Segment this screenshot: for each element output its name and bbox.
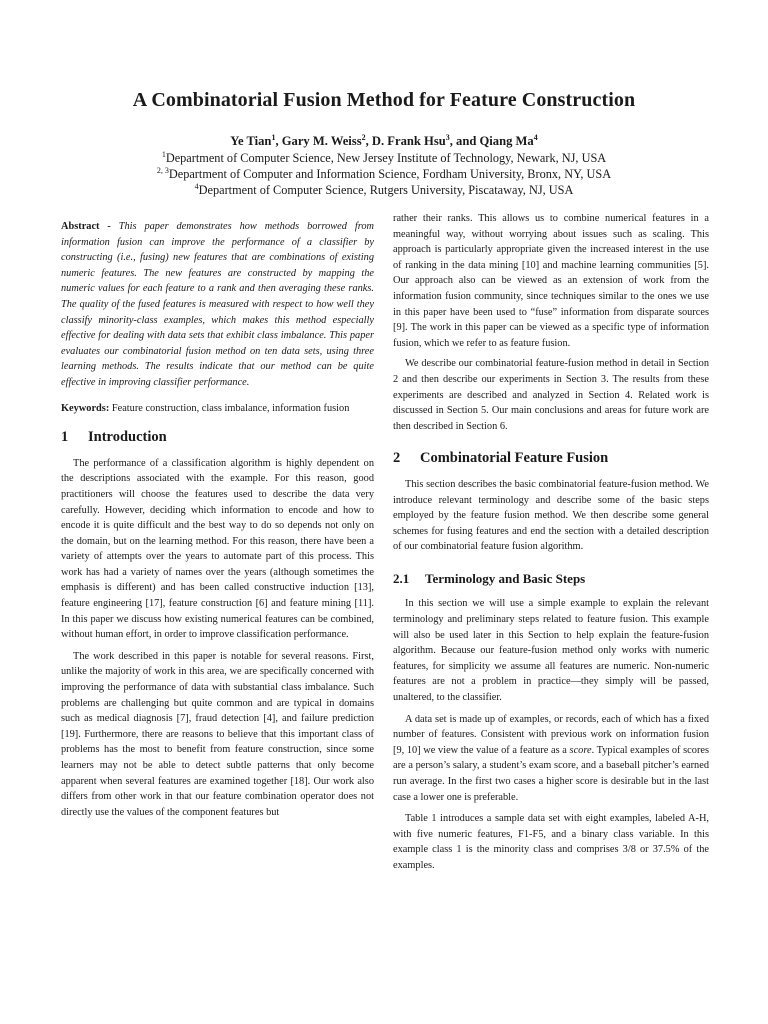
affiliation-line bbox=[0, 151, 768, 166]
author-list bbox=[0, 134, 768, 149]
section-title: Combinatorial Feature Fusion bbox=[420, 450, 609, 467]
body-paragraph: In this section we will use a simple example to explain the relevant terminology and preliminary steps related to feature fusion. This example will also be used later in this Section to help explain the feature-fusion algorithm. Because our feature-fusion method only works with numeric features, for simplicity we assume all features are numeric. Non-numeric features are not a problem in practice—they simply will be passed, unaltered, to the classifier. bbox=[393, 598, 709, 704]
affiliation-mark: 2, 3 bbox=[156, 165, 169, 175]
affiliation-line bbox=[0, 167, 768, 182]
author-affiliation-mark: 4 bbox=[533, 132, 538, 142]
affiliation-mark: 1 bbox=[161, 149, 166, 159]
author-name: , Gary M. Weiss bbox=[275, 134, 362, 148]
paper-title: A Combinatorial Fusion Method for Feature Construction bbox=[132, 89, 636, 111]
author-affiliation-mark: 1 bbox=[271, 132, 276, 142]
keywords-label: Keywords: bbox=[61, 402, 110, 414]
author-affiliation-mark: 3 bbox=[445, 132, 450, 142]
text-run: A data set is made up of examples, or records, each of which has a fixed number of features. Consistent with previous work on information fusion [9, 10] we view the value of a feature as a bbox=[393, 713, 709, 756]
affiliation-text: Department of Computer and Information Science, Fordham University, Bronx, NY, USA bbox=[168, 167, 612, 181]
author-name: , and Qiang Ma bbox=[449, 134, 534, 148]
author-affiliation-mark: 2 bbox=[361, 132, 366, 142]
body-paragraph: The work described in this paper is notable for several reasons. First, unlike the majority of work in this area, we are specifically concerned with improving the performance of data with substantial class imbalance. Such problems are challenging but quite common and are typical in domains such as medical diagnosis [7], fraud detection [4], and failure prediction [19]. Furthermore, there are reasons to believe that this important class of problems has the most to benefit from feature construction, since some learners may not be able to detect subtle patterns that only become apparent when several features are examined together [18]. Our work also differs from other work in that our feature combination operator does not directly use the values of the component features but bbox=[61, 650, 374, 818]
affiliation-text: Department of Computer Science, Rutgers University, Piscataway, NJ, USA bbox=[198, 183, 574, 197]
body-paragraph-continued: rather their ranks. This allows us to combine numerical features in a meaningful way, without worrying about issues such as scaling. This approach is particularly appropriate given the increased interest in the use of ranking in the data mining [10] and machine learning communities [5]. Our approach also can be viewed as an extension of work from the information fusion community, since techniques similar to the ones we use in this paper have been used to “fuse” information from disparate sources [9]. The work in this paper can be viewed as a specific type of information fusion, which we refer to as feature fusion. bbox=[393, 213, 709, 349]
text-run: . Typical examples of scores are a person’s salary, a student’s exam score, and a baseball pitcher’s earned run average. In the first two cases a higher score is desirable but in the last case a lower one is preferable. bbox=[393, 744, 710, 803]
affiliation-mark: 4 bbox=[194, 181, 199, 191]
abstract-label: Abstract - bbox=[61, 221, 111, 232]
keywords bbox=[61, 401, 374, 417]
section-number: 1 bbox=[61, 429, 69, 446]
section-title: Introduction bbox=[88, 429, 167, 446]
abstract bbox=[61, 219, 374, 391]
author-name: , D. Frank Hsu bbox=[365, 134, 446, 148]
keywords-text: Feature construction, class imbalance, information fusion bbox=[109, 402, 350, 414]
section-heading bbox=[393, 451, 709, 467]
author-name: Ye Tian bbox=[230, 134, 272, 148]
body-paragraph: This section describes the basic combinatorial feature-fusion method. We introduce relevant terminology and describe some of the basic steps employed by the feature fusion method. We then describe some general schemes for fusing features and end the section with a detailed description of our combinatorial feature fusion algorithm. bbox=[393, 478, 709, 553]
body-paragraph: The performance of a classification algorithm is highly dependent on the descriptions associated with the example. For this reason, good practitioners will choose the features used to describe the data very carefully. However, deciding which information to encode and how to encode it is quite difficult and the best way to do so depends not only on the domain, but on the learning method. For this reason, there have been a variety of attempts over the years to automate part of this process. This work has had a variety of names over the years (although sometimes the emphasis is different) and has been called constructive induction [13], feature engineering [17], feature construction [6] and feature mining [11]. In this paper we discuss how existing numerical features can be combined, without human effort, in order to improve classification performance. bbox=[61, 457, 374, 641]
left-column bbox=[61, 219, 374, 820]
section-heading bbox=[61, 430, 374, 446]
affiliation-line bbox=[0, 183, 768, 198]
body-paragraph: We describe our combinatorial feature-fusion method in detail in Section 2 and then describe our experiments in Section 3. The results from these experiments are described and analyzed in Section 4. Related work is discussed in Section 5. Our main conclusions and areas for future work are then described in Section 6. bbox=[393, 358, 709, 432]
subsection-title: Terminology and Basic Steps bbox=[425, 570, 586, 586]
subsection-heading bbox=[393, 571, 709, 587]
right-column bbox=[393, 211, 709, 874]
body-paragraph: Table 1 introduces a sample data set with eight examples, labeled A-H, with five numeric features, F1-F5, and a binary class variable. In this example class 1 is the minority class and comprises 3/8 or 37.5% of the examples. bbox=[393, 813, 709, 871]
abstract-text: This paper demonstrates how methods borrowed from information fusion can improve the performance of a classifier by constructing (i.e., fusing) new features that are combinations of existing numeric features. The new features are constructed by mapping the numeric values for each feature to a rank and then averaging these ranks. The quality of the fused features is measured with respect to how well they classify minority-class examples, which makes this method especially effective for dealing with data sets that exhibit class imbalance. This paper evaluates our combinatorial fusion method on ten data sets, using three learning methods. The results indicate that our method can be quite effective in improving classifier performance. bbox=[61, 221, 374, 388]
section-number: 2 bbox=[393, 450, 401, 467]
body-paragraph bbox=[393, 712, 709, 806]
affiliation-text: Department of Computer Science, New Jersey Institute of Technology, Newark, NJ, USA bbox=[165, 151, 607, 165]
subsection-number: 2.1 bbox=[393, 570, 410, 586]
emphasis-term: score bbox=[569, 744, 592, 756]
